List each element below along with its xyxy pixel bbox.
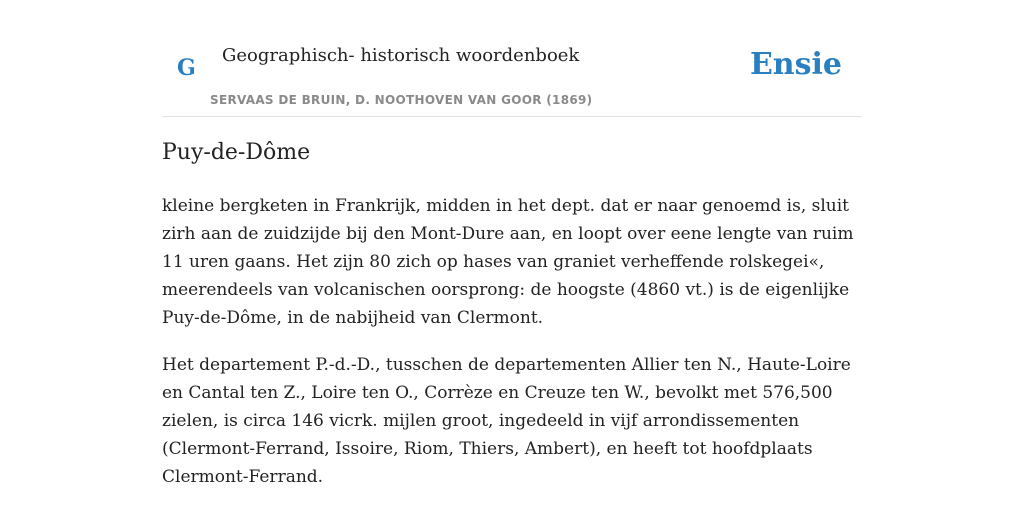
book-logo-icon[interactable]: G	[177, 55, 196, 81]
ensie-logo-link[interactable]: Ensie	[749, 47, 842, 82]
entry-paragraph: kleine bergketen in Frankrijk, midden in het dept. dat er naar genoemd is, sluit zirh aan de zuidzijde bij den Mont-Dure aan, en loopt over eene lengte van ruim 11 uren gaans. Het zijn 80 zich op hases van graniet verheffende rolskegei«, meerendeels van volcanischen oorsprong: de hoogste (4860 vt.) is de eigenlijke Puy-de-Dôme, in de nabijheid van Clermont.	[162, 196, 854, 328]
book-title-link[interactable]: Geographisch- historisch woordenboek	[222, 45, 580, 66]
page-content	[162, 0, 862, 487]
entry-title: Puy-de-Dôme	[162, 140, 311, 165]
header	[162, 0, 862, 117]
book-author: SERVAAS DE BRUIN, D. NOOTHOVEN VAN GOOR (1869)	[210, 93, 593, 107]
entry-paragraph: Het departement P.-d.-D., tusschen de departementen Allier ten N., Haute-Loire en Cantal ten Z., Loire ten O., Corrèze en Creuze ten W., bevolkt met 576,500 zielen, is circa 146 vicrk. mijlen groot, ingedeeld in vijf arrondissementen (Clermont-Ferrand, Issoire, Riom, Thiers, Ambert), en heeft tot hoofdplaats Clermont-Ferrand.	[162, 355, 851, 487]
